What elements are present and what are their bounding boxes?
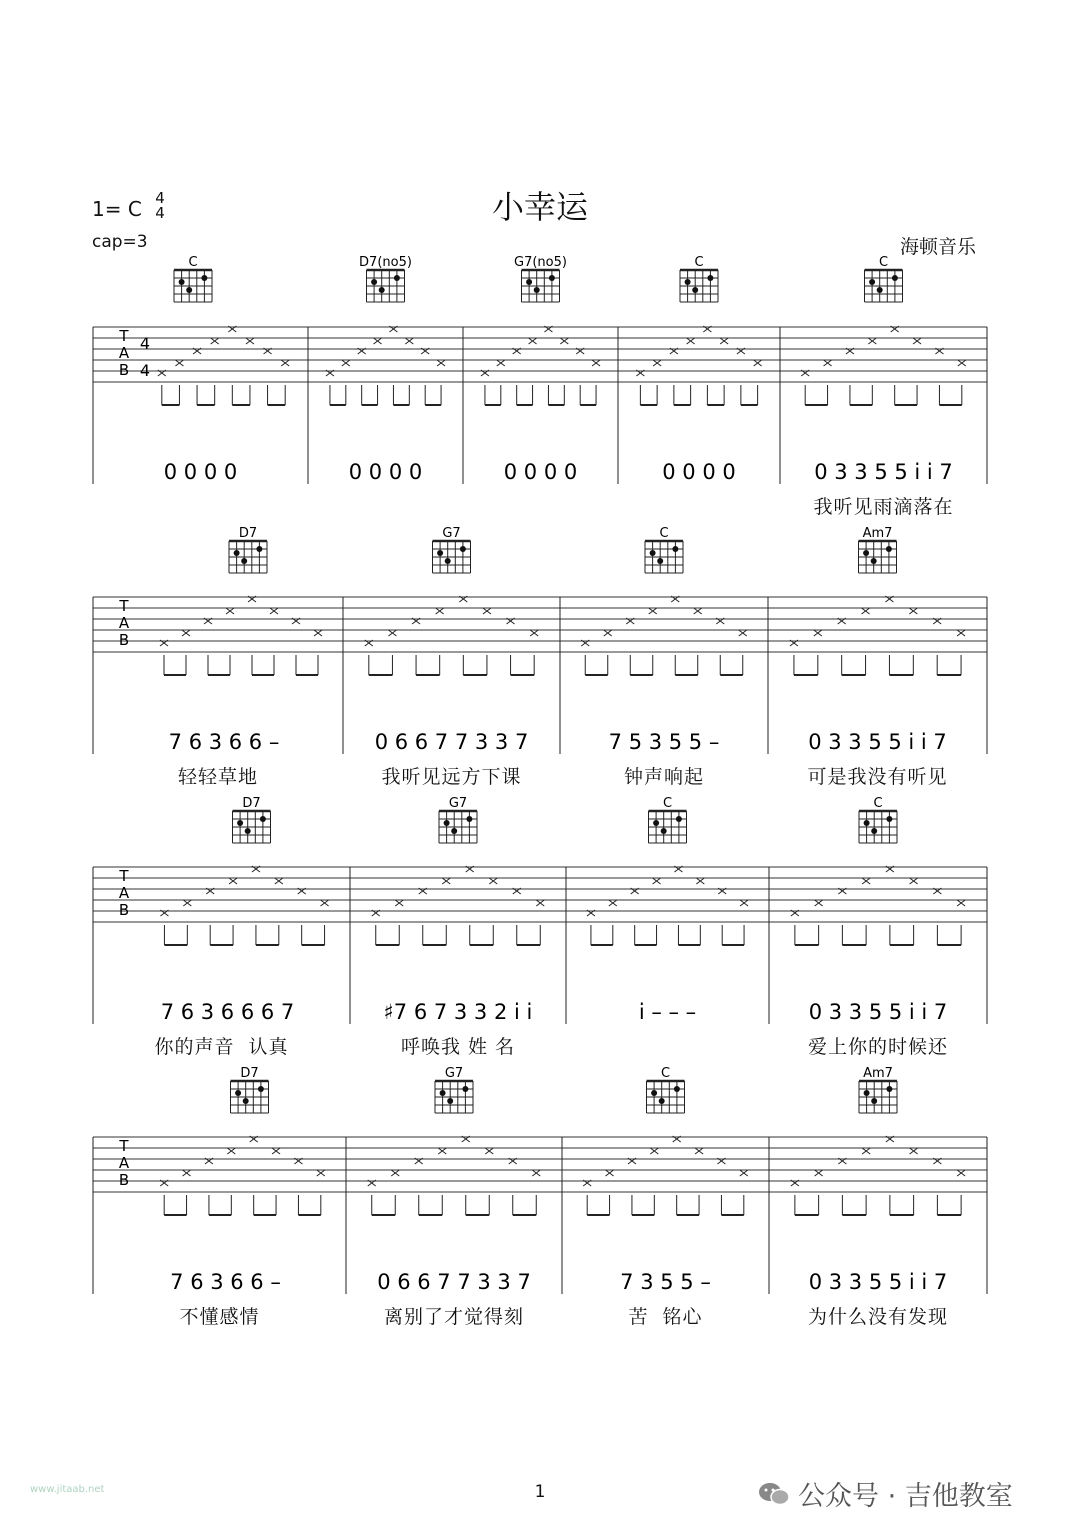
chord-diagram [229,541,267,573]
tab-note-x [388,630,396,636]
fret-dot [534,287,540,293]
chord-name: G7 [442,526,461,541]
chord-name: C [662,796,673,811]
fret-dot [241,558,247,564]
fret-dot [676,816,682,822]
tab-clef-letter: A [118,1154,130,1172]
tab-note-x [958,360,966,366]
tab-note-x [532,1170,540,1176]
watermark-right [758,1474,1013,1513]
fret-dot [256,546,262,552]
chord-name: C [188,255,198,270]
tab-note-x [609,900,617,906]
jianpu-notation: 7 5 3 5 5 – [608,730,720,754]
tab-note-x [957,630,965,636]
tab-note-x [489,878,497,884]
chord-name: Am7 [862,526,893,541]
lyric-line: 你的声音 认真 [154,1036,289,1058]
jianpu-notation: 0 0 0 0 [348,460,423,484]
tab-note-x [183,1170,191,1176]
tab-note-x [374,338,382,344]
fret-dot [863,550,869,556]
tab-note-x [317,1170,325,1176]
tab-note-x [321,900,329,906]
chord-diagram [174,270,212,302]
fret-dot [243,1098,249,1104]
chord-diagram [859,541,897,573]
fret-dot [234,550,240,556]
fret-dot [371,279,377,285]
tab-note-x [560,338,568,344]
lyric-line: 苦 铭心 [628,1306,703,1328]
system-3 [93,796,987,1024]
key-signature: 1= C [92,197,142,221]
fret-dot [440,1090,446,1096]
lyric-line: 我听见雨滴落在 [813,496,954,518]
tab-note-x [815,900,823,906]
tab-clef-letter: B [118,631,130,649]
tab-note-x [720,338,728,344]
tab-note-x [910,878,918,884]
tab-note-x [862,878,870,884]
tab-clef-letter: B [118,901,130,919]
tab-note-x [485,1148,493,1154]
time-signature-bottom: 4 [155,204,165,222]
chord-diagram [647,1081,685,1113]
tab-note-x [957,1170,965,1176]
fret-dot [437,550,443,556]
jianpu-notation: 0 6 6 7 7 3 3 7 [374,730,529,754]
chord-name: C [694,255,704,270]
tab-note-x [442,878,450,884]
fret-dot [235,1090,241,1096]
fret-dot [444,820,450,826]
chord-name: D7 [238,526,258,541]
tab-note-x [536,900,544,906]
chord-diagram [233,811,271,843]
fret-dot [657,558,663,564]
tab-note-x [183,900,191,906]
lyric-line: 爱上你的时候还 [807,1036,948,1058]
tab-clef-letter: A [118,884,130,902]
jianpu-notation: 7 6 3 6 6 – [168,730,280,754]
chord-diagram [859,1081,897,1113]
jianpu-notation: 0 3 3 5 5 i i 7 [808,1000,948,1024]
fret-dot [886,546,892,552]
jianpu-notation: 7 6 3 6 6 – [170,1270,281,1294]
chord-name: C [878,255,889,270]
fret-dot [692,287,698,293]
chord-diagram [439,811,477,843]
tab-time-top: 4 [139,334,151,353]
chord-name: G7 [448,796,468,811]
fret-dot [886,1086,892,1092]
fret-dot [447,1098,453,1104]
chord-name: D7 [240,1066,259,1081]
tab-note-x [824,360,832,366]
fret-dot [659,1098,665,1104]
jianpu-notation: 0 3 3 5 5 i i 7 [808,1270,948,1294]
tab-note-x [405,338,413,344]
fret-dot [549,275,555,281]
fret-dot [462,1086,468,1092]
chord-diagram [367,270,405,302]
fret-dot [379,287,385,293]
fret-dot [886,816,892,822]
jianpu-notation: 0 6 6 7 7 3 3 7 [377,1270,531,1294]
tab-note-x [182,630,190,636]
system-4 [93,1066,987,1294]
tab-note-x [739,630,747,636]
jianpu-notation: 0 3 3 5 5 i i 7 [814,460,953,484]
fret-dot [394,275,400,281]
fret-dot [245,828,251,834]
fret-dot [237,820,243,826]
arranger: 海顿音乐 [900,236,977,258]
lyric-line: 为什么没有发现 [807,1306,948,1328]
chord-diagram [522,270,560,302]
tab-note-x [497,360,505,366]
fret-dot [877,287,883,293]
jianpu-notation: i – – – [638,1000,697,1024]
tab-note-x [913,338,921,344]
song-title: 小幸运 [491,188,588,226]
fret-dot [445,558,451,564]
fret-dot [466,816,472,822]
tab-time-bottom: 4 [139,361,151,380]
tab-note-x [815,1170,823,1176]
tab-note-x [229,878,237,884]
jianpu-notation: 7 3 5 5 – [620,1270,711,1294]
tab-note-x [483,608,491,614]
fret-dot [869,279,875,285]
chord-diagram [433,541,471,573]
tab-note-x [211,338,219,344]
lyric-line: 轻轻草地 [177,766,258,788]
lyric-line: 不懂感情 [179,1306,260,1328]
fret-dot [651,1090,657,1096]
tab-note-x [910,1148,918,1154]
tab-clef-letter: B [118,1171,130,1189]
lyric-line: 钟声响起 [623,766,704,788]
chord-name: D7 [242,796,261,811]
tab-note-x [814,630,822,636]
tab-note-x [649,608,657,614]
fret-dot [653,820,659,826]
fret-dot [260,816,266,822]
tab-note-x [862,1148,870,1154]
system-2 [93,526,987,754]
chord-diagram [231,1081,269,1113]
lyric-line: 呼唤我 姓 名 [400,1036,516,1058]
chord-diagram [649,811,687,843]
tab-note-x [592,360,600,366]
tab-note-x [695,1148,703,1154]
jianpu-notation: 0 0 0 0 [163,460,238,484]
tab-note-x [227,1148,235,1154]
lyric-line: 我听见远方下课 [381,766,522,788]
tab-note-x [909,608,917,614]
tab-clef-letter: A [118,344,130,362]
tab-note-x [270,608,278,614]
tab-note-x [687,338,695,344]
tab-clef-letter: T [119,597,129,615]
system-1 [93,255,987,484]
fret-dot [451,828,457,834]
tab-note-x [653,360,661,366]
jianpu-notation: 0 0 0 0 [503,460,578,484]
tab-note-x [957,900,965,906]
tab-note-x [606,1170,614,1176]
chord-diagram [680,270,718,302]
tab-note-x [436,608,444,614]
chord-name: C [659,526,669,541]
tab-note-x [650,1148,658,1154]
jianpu-notation: 0 0 0 0 [662,460,736,484]
tab-note-x [246,338,254,344]
fret-dot [674,1086,680,1092]
tab-note-x [868,338,876,344]
fret-dot [871,828,877,834]
fret-dot [179,279,185,285]
fret-dot [258,1086,264,1092]
chord-diagram [645,541,683,573]
chord-name: C [660,1066,671,1081]
jianpu-notation: 0 3 3 5 5 i i 7 [808,730,947,754]
tab-clef-letter: A [118,614,130,632]
fret-dot [892,275,898,281]
fret-dot [871,558,877,564]
fret-dot [201,275,207,281]
jianpu-notation: 7 6 3 6 6 6 7 [160,1000,295,1024]
fret-dot [460,546,466,552]
chord-diagram [859,811,897,843]
tab-note-x [740,900,748,906]
fret-dot [186,287,192,293]
tab-note-x [696,878,704,884]
lyric-line: 离别了才觉得刻 [383,1306,524,1328]
time-signature-top: 4 [155,189,165,207]
tab-note-x [438,1148,446,1154]
fret-dot [685,279,691,285]
fret-dot [864,1090,870,1096]
page-number: 1 [534,1482,546,1502]
tab-clef-letter: B [118,361,130,379]
chord-diagram [865,270,903,302]
tab-clef-letter: T [119,867,129,885]
tab-note-x [272,1148,280,1154]
chord-diagram [435,1081,473,1113]
fret-dot [661,828,667,834]
fret-dot [871,1098,877,1104]
lyric-line: 可是我没有听见 [807,766,948,788]
chord-name: Am7 [863,1066,893,1081]
tab-note-x [862,608,870,614]
tab-note-x [314,630,322,636]
tab-note-x [653,878,661,884]
fret-dot [672,546,678,552]
tab-note-x [694,608,702,614]
watermark-right-text: 公众号 · 吉他教室 [798,1481,1013,1512]
tab-note-x [529,338,537,344]
fret-dot [650,550,656,556]
tab-note-x [391,1170,399,1176]
tab-note-x [175,360,183,366]
fret-dot [526,279,532,285]
tab-clef-letter: T [119,327,129,345]
tab-note-x [754,360,762,366]
chord-name: G7(no5) [514,255,567,270]
tab-note-x [604,630,612,636]
capo-marking: cap=3 [92,232,148,252]
tab-note-x [281,360,289,366]
fret-dot [864,820,870,826]
tab-note-x [530,630,538,636]
tab-note-x [342,360,350,366]
fret-dot [707,275,713,281]
wechat-icon [758,1481,790,1507]
tab-note-x [275,878,283,884]
tab-note-x [226,608,234,614]
watermark-left: www.jitaab.net [30,1484,105,1495]
chord-name: C [873,796,883,811]
tab-note-x [740,1170,748,1176]
tab-note-x [395,900,403,906]
chord-name: G7 [444,1066,464,1081]
tab-note-x [437,360,445,366]
tab-clef-letter: T [119,1137,129,1155]
jianpu-notation: ♯7 6 7 3 3 2 i i [383,1000,533,1024]
chord-name: D7(no5) [359,255,412,270]
